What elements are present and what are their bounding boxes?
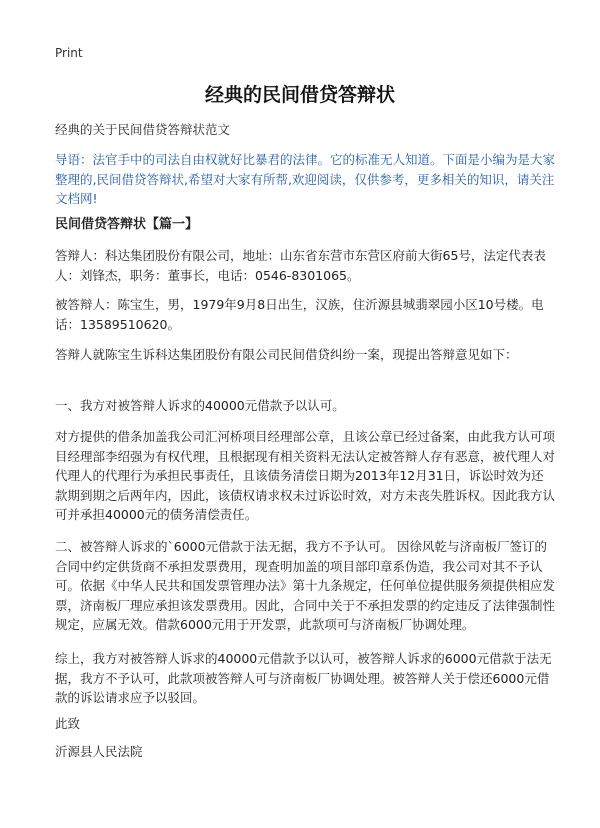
paragraph-statement: 答辩人就陈宝生诉科达集团股份有限公司民间借贷纠纷一案，现提出答辩意见如下： [55,347,518,362]
paragraph-point-one: 一、我方对被答辩人诉求的40000元借款予以认可。 [55,398,345,413]
paragraph-point-two: 二、被答辩人诉求的`6000元借款于法无据，我方不予认可。 因徐风乾与济南板厂签订的合同中约定供货商不承担发票费用，现查明加盖的项目部印章系伪造，我公司对其不予认可。依据《中华人民共和国发票管理办法》第十九条规定，任何单位提供服务须提供相应发票，济南板厂理应承担该发票费用。因此，合同中关于不承担发票的约定违反了法律强制性规定，应属无效。借款6000元用于开发票，此款项可与济南板厂协调处理。 [55,539,556,633]
intro-paragraph: 导语：法官手中的司法自由权就好比暴君的法律。它的标准无人知道。下面是小编为是大家整理的,民间借贷答辩状,希望对大家有所帮,欢迎阅读，仅供参考，更多相关的知识，请关注文档网! [55,152,556,207]
page-title: 经典的民间借贷答辩状 [204,84,395,106]
subtitle: 经典的关于民间借贷答辩状范文 [55,122,231,137]
paragraph-respondent: 答辩人：科达集团股份有限公司，地址：山东省东营市东营区府前大街65号，法定代表表人：刘锋杰，职务：董事长，电话：0546-8301065。 [55,248,546,283]
print-label[interactable]: Print [55,46,83,60]
section-heading: 民间借贷答辩状【篇一】 [55,217,199,232]
court-name: 沂源县人民法院 [55,744,143,759]
paragraph-point-one-detail: 对方提供的借条加盖我公司汇河桥项目经理部公章，且该公章已经过备案，由此我方认可项目经理部李绍强为有权代理，且根据现有相关资料无法认定被答辩人存有恶意，被代理人对代理人的代理行为承担民事责任，且该债务清偿日期为2013年12月31日，诉讼时效为还款期到期之后两年内，因此，该债权请求权未过诉讼时效，对方未丧失胜诉权。因此我方认可并承担40000元的债务清偿责任。 [55,429,556,523]
paragraph-conclusion: 综上，我方对被答辩人诉求的40000元借款予以认可，被答辩人诉求的6000元借款于法无据，我方不予认可，此款项被答辩人可与济南板厂协调处理。被答辩人关于偿还6000元借款的诉讼请求应予以驳回。 [55,651,552,706]
closing-salutation: 此致 [55,716,81,731]
paragraph-plaintiff: 被答辩人：陈宝生，男，1979年9月8日出生，汉族，住沂源县城翡翠园小区10号楼。电话：13589510620。 [55,297,544,332]
